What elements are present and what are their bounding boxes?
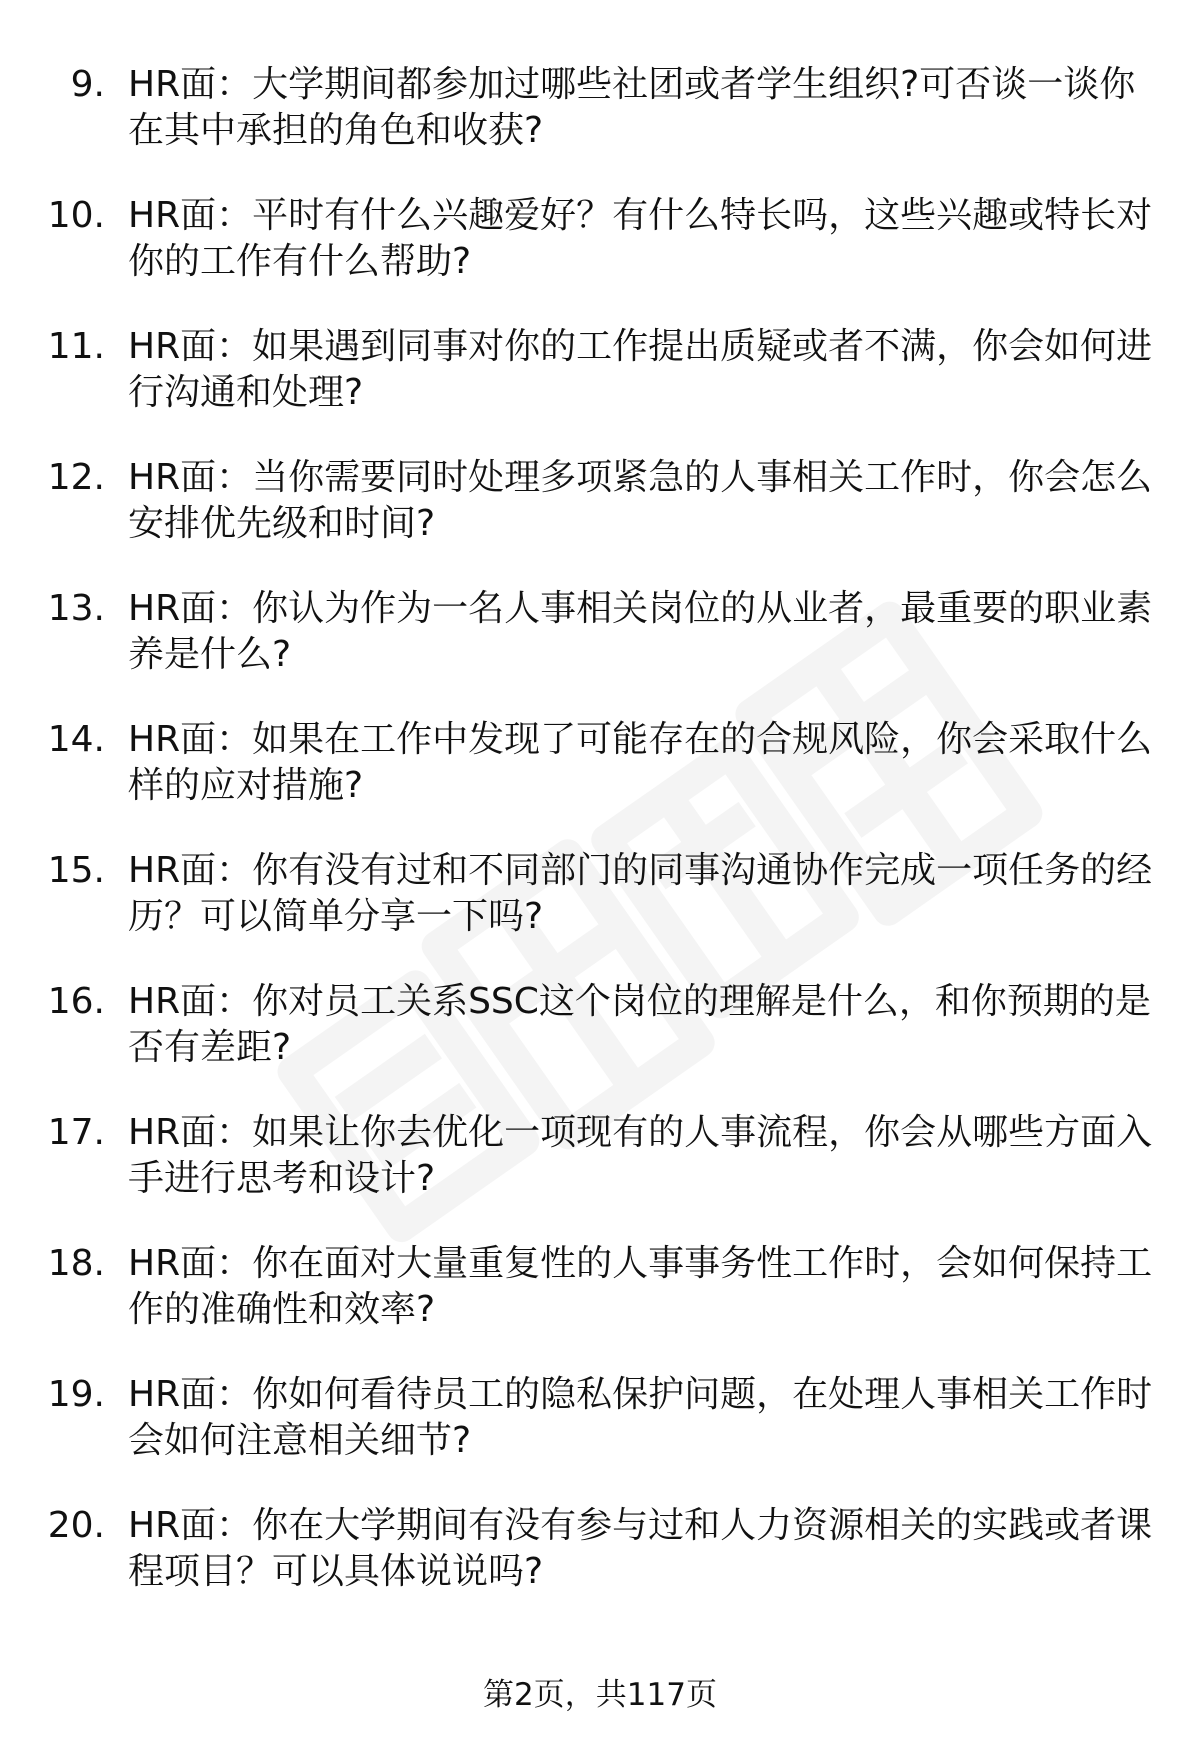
- list-item: [0, 586, 1200, 717]
- list-item: [0, 979, 1200, 1110]
- question-text: HR面：你认为作为一名人事相关岗位的从业者，最重要的职业素养是什么?: [128, 588, 1153, 675]
- list-item: [0, 1503, 1200, 1634]
- question-number: 17.: [47, 1112, 105, 1153]
- list-item: [0, 193, 1200, 324]
- question-number: 16.: [47, 981, 105, 1022]
- list-item: [0, 1241, 1200, 1372]
- list-item: [0, 717, 1200, 848]
- question-number: 14.: [47, 719, 105, 760]
- question-number: 10.: [47, 195, 105, 236]
- question-text: HR面：你在大学期间有没有参与过和人力资源相关的实践或者课程项目？可以具体说说吗?: [128, 1505, 1153, 1592]
- question-text: HR面：你如何看待员工的隐私保护问题，在处理人事相关工作时会如何注意相关细节?: [128, 1374, 1153, 1461]
- question-list: [0, 62, 1200, 1634]
- question-text: HR面：如果遇到同事对你的工作提出质疑或者不满，你会如何进行沟通和处理?: [128, 326, 1153, 413]
- question-number: 15.: [47, 850, 105, 891]
- question-text: HR面：当你需要同时处理多项紧急的人事相关工作时，你会怎么安排优先级和时间?: [128, 457, 1153, 544]
- list-item: [0, 1372, 1200, 1503]
- question-text: HR面：你对员工关系SSC这个岗位的理解是什么，和你预期的是否有差距?: [128, 981, 1151, 1068]
- list-item: [0, 1110, 1200, 1241]
- question-number: 12.: [47, 457, 105, 498]
- list-item: [0, 848, 1200, 979]
- question-text: HR面：如果在工作中发现了可能存在的合规风险，你会采取什么样的应对措施?: [128, 719, 1153, 806]
- list-item: [0, 324, 1200, 455]
- question-number: 13.: [47, 588, 105, 629]
- question-number: 18.: [47, 1243, 105, 1284]
- list-item: [0, 455, 1200, 586]
- question-text: HR面：你在面对大量重复性的人事事务性工作时，会如何保持工作的准确性和效率?: [128, 1243, 1153, 1330]
- question-text: HR面：你有没有过和不同部门的同事沟通协作完成一项任务的经历？可以简单分享一下吗?: [128, 850, 1153, 937]
- question-text: HR面：平时有什么兴趣爱好？有什么特长吗，这些兴趣或特长对你的工作有什么帮助?: [128, 195, 1153, 282]
- question-text: HR面：如果让你去优化一项现有的人事流程，你会从哪些方面入手进行思考和设计?: [128, 1112, 1153, 1199]
- question-number: 11.: [47, 326, 105, 367]
- question-number: 19.: [47, 1374, 105, 1415]
- question-text: HR面：大学期间都参加过哪些社团或者学生组织?可否谈一谈你在其中承担的角色和收获?: [128, 64, 1136, 151]
- question-number: 9.: [70, 64, 105, 105]
- question-number: 20.: [47, 1505, 105, 1546]
- list-item: [0, 62, 1200, 193]
- page-footer: 第2页，共117页: [483, 1677, 717, 1713]
